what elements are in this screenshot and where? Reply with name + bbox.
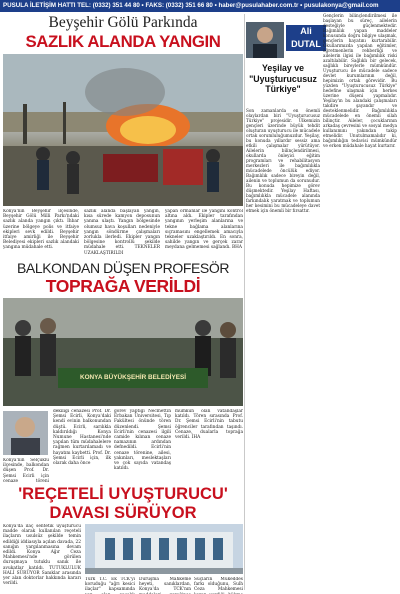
masthead-contact-bar xyxy=(0,0,400,12)
story2-kicker: BALKONDAN DÜŞEN PROFESÖR xyxy=(16,260,230,276)
story3-text-col1: Konya'da ilaç sentetik uyuşturucu madde olarak kullanılan reçeteli ilaçların usulsüz şekilde temin edildiği iddiasıyla açılan davada, 22 sanığın yargılanmasına devam edildi. Konya Ağır Ceza Mahkemesi'nde görülen duruşmaya tutuklu sanık ile avukatlar katıldı. TUTUKLULUK HALİ SÜRÜYOR Sanıklar arasında yer alan doktorlar hakkında kararı verildi. xyxy=(3,524,81,587)
column-body-col1: Son zamanlarda en önemli olaylardan biri "Uyuşturucusuz Türkiye" projesidir. Ülkemizin gençleri üzerinde büyük tehdit oluşturan uyuşturucu ile mücadele ortak sorumluluğumuzdur. Yeşilay, bu konuda yıllardır sessiz ama etkili çalışmalar yürütüyor. Ailelerin bilinçlendirilmesi, okullarda önleyici eğitim programları ve rehabilitasyon merkezleri ile bağımlılıkla mücadelede öncülük ediyor. Bağımlılık sadece bireyin değil, ailenin ve toplumun da sorunudur. Bu konuda hepimize görev düşmektedir. Yeşilay Haftası, bağımlılıkla mücadele alanında farkındalık yaratmak ve toplumun her kesimini bu mücadeleye davet etmek için önemli bir fırsattır. xyxy=(246,108,320,213)
fire-scene-illustration xyxy=(3,54,243,206)
author-name: Ali DUTAL xyxy=(286,25,326,51)
professor-portrait xyxy=(3,411,48,455)
story1-kicker: Beyşehir Gölü Parkında xyxy=(48,14,198,31)
story2-text-col3: görev yaptığı Necmettin Erbakan Üniversitesi, Tıp Fakültesi önünde tören düzenlendi. Şemsi Ecirli'nin cenazesi ilgili camide kılınan cenaze namazının ardından defnedildi. Ecirli'nin cenaze törenine, ailesi, yakınları, meslektaşları ve çok sayıda vatandaş katıldı. xyxy=(114,409,171,472)
story3-text-col4: Suçların Mükeddes farkı olduğunu, Sulh Ceza Mahkemesi xyxy=(194,577,243,593)
funeral-photo xyxy=(3,298,243,406)
story2-headline: TOPRAĞA VERİLDİ xyxy=(45,276,201,296)
story3-text-col3: Duruşma Mahkeme heyeti, sanıklardan, Konya'da TCK'nın xyxy=(139,577,191,593)
opinion-column xyxy=(246,13,397,591)
courthouse-illustration xyxy=(85,524,243,574)
column-title: Yeşilay ve "Uyuşturucusuz Türkiye" xyxy=(249,63,317,94)
story3-text-col2: Türk T.C. Ek TCK'yı koruduğu "ağrı kesici ilaçlar" kapsamında xyxy=(85,577,135,593)
story2-text-col2: dekiliği cenazesi Prof. Dr. Şemsi Ecirli, Konya'daki kendi evinin balkonundan düştü. Ecirli, sarılıkla kaldırıldığı Konya Numune Hastanesi'nde yapılan tüm müdahalelere rağmen kurtarılamadı ve hayatını kaybetti. Prof. Dr. Şemsi Ecirli için, ilk olarak daha önce xyxy=(53,409,111,467)
author-photo-illustration xyxy=(246,22,284,58)
column-body-col2: Gençlerin bilinçlendirilmesi ile başlayan bu süreç, ailelerin desteğiyle güçlenmektedir. Bağımlılık yapan maddeler konusunda doğru bilgiye ulaşmak, gençlerin hayatını kurtarabilir. Okullarımızda yapılan eğitimler, öğretmenlerin rehberliği ve ailelerin ilgisi ile bağımlılık riski azaltılabilir. Sağlıklı bir gelecek, sağlıklı bireylerle mümkündür. Uyuşturucu ile mücadele sadece devlet kurumlarının değil, hepimizin ortak görevidir. Bu yüzden "Uyuşturucusuz Türkiye" hedefine ulaşmak için herkes üzerine düşeni yapmalıdır. Yeşilay'ın bu alandaki çalışmaları takdire şayandır ve desteklenmelidir. Bağımlılıkla mücadelede en önemli silah bilinçtir. Aileler, çocuklarının arkadaş çevresini ve sosyal medya kullanımını yakından takip etmelidir. Unutulmamalıdır ki, bağımlılığın tedavisi mümkündür ve erken müdahale hayat kurtarır. xyxy=(323,13,397,148)
contact-line: PUSULA İLETİŞİM HATTI TEL: (0332) 351 44 80 • FAKS: (0332) 351 66 80 • haber@pusulahaber.com.tr • pusulakonya@gmail.com xyxy=(3,2,379,9)
story3-headline-line2: DAVASI SÜRÜYOR xyxy=(49,504,197,522)
story3-headline-line1: 'REÇETELİ UYUŞTURUCU' xyxy=(18,485,228,503)
coffin-banner-text: KONYA BÜYÜKŞEHİR BELEDİYESİ xyxy=(79,374,187,381)
author-photo xyxy=(246,22,284,58)
story2-text-col1: Konya'nın Selçuklu ilçesinde, balkondan düşen Prof. Dr. Şemsi Ecirli için cenaze töreni xyxy=(3,458,49,482)
story1-text-col1: Konya'nın Beyşehir ilçesinde, Beyşehir Gölü Milli Parkı'ndaki sazlık alanda yangın çıktı. İhbar üzerine bölgeye polis ve itfaiye ekipleri sevk edildi. Beyşehir itfaiye amirliği ile Beyşehir Belediyesi ekipleri sazlık alandaki yangına müdahale etti. xyxy=(3,209,79,251)
courthouse-photo xyxy=(85,524,243,574)
fire-photo xyxy=(3,54,243,206)
story1-text-col3: yapan ormanlar ile yangını kontrol altına aldı. Ekipler tarafından yangının yerleşim alanlarına ve tekne bağlama alanlarına sıçramasını engellemek amacıyla tekneler uzaklaştırıldı. En sonra, sahilde yangın ve gerçek zarar meydana gelmemesi sağlandı. BHA xyxy=(165,209,243,251)
story2-text-col4: mümkün olan vatandaşlar katıldı. Tören sırasında Prof. Dr. Şemsi Ecirli'nin tabutu öğrenciler tarafından taşındı. Cenaze, dualarla toprağa verildi. İHA xyxy=(175,409,243,441)
story3-headline xyxy=(3,485,243,523)
column-divider xyxy=(244,14,245,590)
story1-headline: SAZLIK ALANDA YANGIN xyxy=(25,32,221,51)
story1-text-col2: sazlık alanda başlayan yangın, kısa sürede kamyon deposunun yanına ulaştı. Yangın bölgesinde olumsuz hava koşulları nedeniyle yangın söndürme çalışmaları zorlukla ilerledi. Ekipler yangın bölgesine kontrollü şekilde müdahale etti. TEKNELER UZAKLAŞTIRILDI xyxy=(84,209,160,256)
portrait-illustration xyxy=(3,411,48,455)
funeral-scene-illustration xyxy=(3,298,243,406)
news-column xyxy=(3,13,243,591)
